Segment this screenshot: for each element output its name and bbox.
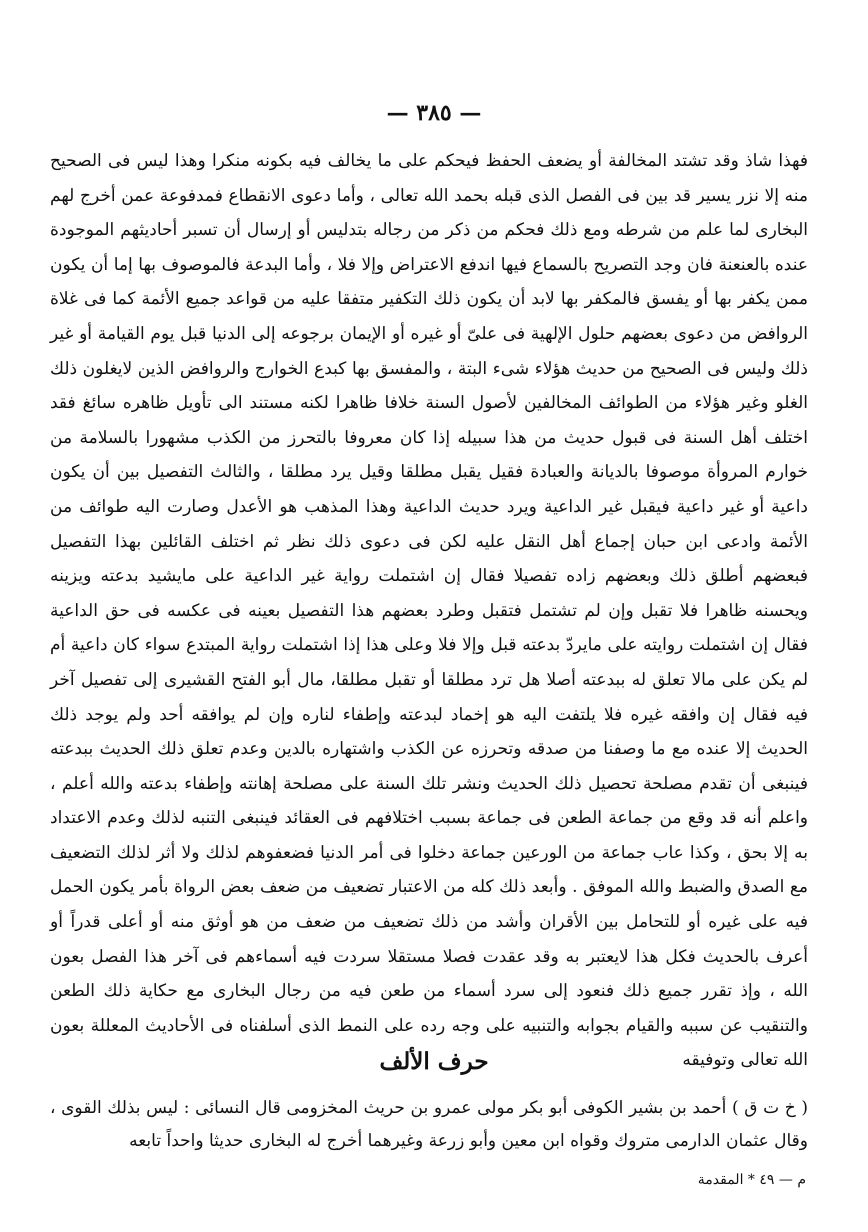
entry-paragraph: ( خ ت ق ) أحمد بن بشير الكوفى أبو بكر مولى عمرو بن حريث المخزومى قال النسائى : ليس بذلك القوى ، وقال عثمان الدارمى متروك وقواه ابن معين وأبو زرعة وغيرهما أخرج له البخارى حديثا واحداً تابعه — [50, 1098, 808, 1151]
page-number — [0, 100, 868, 126]
entry-body-text — [50, 1092, 808, 1158]
page-number-text: — ٣٨٥ — — [386, 100, 482, 126]
footer-signature: م — ٤٩ * المقدمة — [697, 1172, 806, 1188]
main-body-text — [50, 144, 808, 1078]
section-heading: حرف الألف — [379, 1048, 489, 1075]
main-paragraph: فهذا شاذ وقد تشتد المخالفة أو يضعف الحفظ فيحكم على ما يخالف فيه بكونه منكرا وهذا ليس فى الصحيح منه إلا نزر يسير قد بين فى الفصل الذى قبله بحمد الله تعالى ، وأما دعوى الانقطاع فمدفوعة عمن أخرج لهم البخارى لما علم من شرطه ومع ذلك فحكم من ذكر من رجاله بتدليس أو إرسال أن تسبر أحاديثهم الموجودة عنده بالعنعنة فان وجد التصريح بالسماع فيها اندفع الاعتراض وإلا فلا ، وأما البدعة فالموصوف بها إما أن يكون ممن يكفر بها أو يفسق فالمكفر بها لابد أن يكون ذلك التكفير متفقا عليه من قواعد جميع الأئمة كما فى غلاة الروافض من دعوى بعضهم حلول الإلهية فى علىّ أو غيره أو الإيمان برجوعه إلى الدنيا قبل يوم القيامة أو غير ذلك وليس فى الصحيح من حديث هؤلاء شىء البتة ، والمفسق بها كبدع الخوارج والروافض الذين لايغلون ذلك الغلو وغير هؤلاء من الطوائف المخالفين لأصول السنة خلافا ظاهرا لكنه مستند الى تأويل ظاهره سائغ فقد اختلف أهل السنة فى قبول حديث من هذا سبيله إذا كان معروفا بالتحرز من الكذب مشهورا بالسلامة من خوارم المروأة موصوفا بالديانة والعبادة فقيل يقبل مطلقا وقيل يرد مطلقا ، والثالث التفصيل بين أن يكون داعية أو غير داعية فيقبل غير الداعية ويرد حديث الداعية وهذا المذهب هو الأعدل وصارت اليه طوائف من الأئمة وادعى ابن حبان إجماع أهل النقل عليه لكن فى دعوى ذلك نظر ثم اختلف القائلين بهذا التفصيل فبعضهم أطلق ذلك وبعضهم زاده تفصيلا فقال إن اشتملت رواية غير الداعية على مايشيد بدعته ويزينه ويحسنه ظاهرا فلا تقبل وإن لم تشتمل فتقبل وطرد بعضهم هذا التفصيل بعينه فى عكسه فى حق الداعية فقال إن اشتملت روايته على مايردّ بدعته قبل وإلا فلا وعلى هذا إذا اشتملت رواية المبتدع سواء كان داعية أم لم يكن على مالا تعلق له ببدعته أصلا هل ترد مطلقا أو تقبل مطلقا، مال أبو الفتح القشيرى إلى تفصيل آخر فيه فقال إن وافقه غيره فلا يلتفت اليه هو إخماد لبدعته وإطفاء لناره وإن لم يوافقه أحد ولم يوجد ذلك الحديث إلا عنده مع ما وصفنا من صدقه وتحرزه عن الكذب واشتهاره بالدين وعدم تعلق ذلك الحديث ببدعته فينبغى أن تقدم مصلحة تحصيل ذلك الحديث ونشر تلك السنة على مصلحة إهانته وإطفاء بدعته والله أعلم ، واعلم أنه قد وقع من جماعة الطعن فى جماعة بسبب اختلافهم فى العقائد فينبغى التنبه لذلك وعدم الاعتداد به إلا بحق ، وكذا عاب جماعة من الورعين جماعة دخلوا فى أمر الدنيا فضعفوهم لذلك ولا أثر لذلك التضعيف مع الصدق والضبط والله الموفق . وأبعد ذلك كله من الاعتبار تضعيف من ضعف بعض الرواة بأمر يكون الحمل فيه على غيره أو للتحامل بين الأقران وأشد من ذلك تضعيف من ضعف من هو أوثق منه أو أعلى قدراً أو أعرف بالحديث فكل هذا لايعتبر به وقد عقدت فصلا مستقلا سردت فيه أسماءهم فى آخر هذا الفصل بعون الله ، وإذ تقرر جميع ذلك فنعود إلى سرد أسماء من طعن فيه من رجال البخارى مع حكاية ذلك الطعن والتنقيب عن سببه والقيام بجوابه والتنبيه على وجه رده على النمط الذى أسلفناه فى الأحاديث المعللة بعون الله تعالى وتوفيقه — [50, 151, 809, 1071]
